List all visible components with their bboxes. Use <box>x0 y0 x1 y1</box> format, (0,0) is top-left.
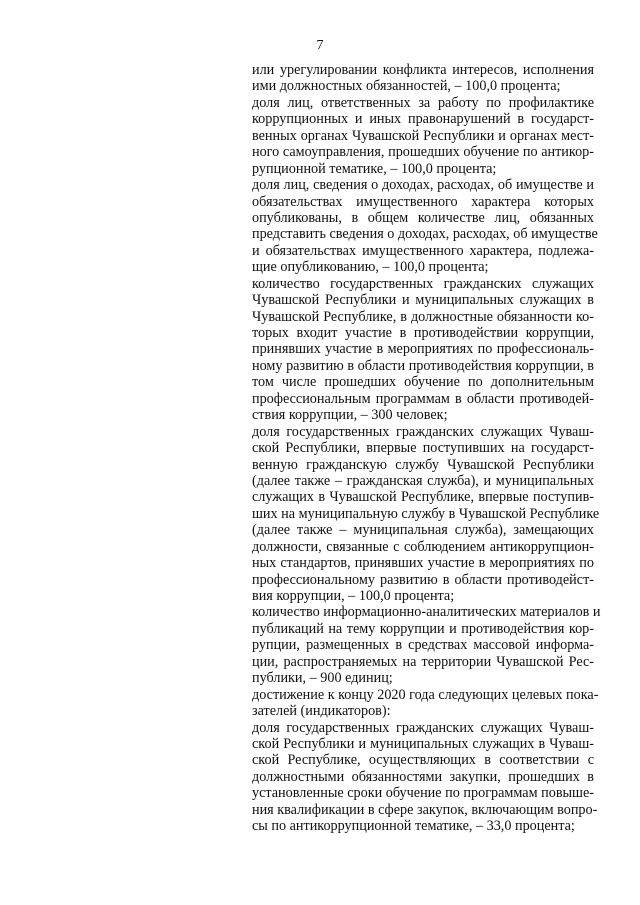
text-line: Чувашской Республики и муниципальных служащих в <box>252 292 594 309</box>
text-line: служащих в Чувашской Республике, впервые поступив- <box>252 489 594 506</box>
text-line: профессиональному развитию в области противодейст- <box>252 571 594 588</box>
text-line: доля лиц, сведения о доходах, расходах, об имуществе и <box>252 177 594 194</box>
paragraph <box>252 276 594 424</box>
text-line: должности, связанные с соблюдением антикоррупцион- <box>252 538 594 555</box>
paragraph <box>252 604 601 687</box>
text-line: Чувашской Республике, в должностные обязанности ко- <box>252 308 594 325</box>
text-line: принявших участие в мероприятиях по профессиональ- <box>252 341 594 358</box>
text-line: (далее также – муниципальная служба), замещающих <box>252 522 594 539</box>
text-line: том числе прошедших обучение по дополнительным <box>252 374 594 391</box>
text-line: рупционной тематике, – 100,0 процента; <box>252 160 497 177</box>
text-line: вия коррупции, – 100,0 процента; <box>252 588 455 604</box>
text-line: и обязательствах имущественного характера, подлежа- <box>252 242 594 259</box>
text-line: торых входит участие в противодействии коррупции, <box>252 325 594 341</box>
text-line: венных органах Чувашской Республики и органах мест- <box>252 127 594 144</box>
text-line: ному развитию в области противодействия коррупции, в <box>252 357 594 374</box>
text-line: ного самоуправления, прошедших обучение по антикор- <box>252 144 594 161</box>
text-line: количество информационно-аналитических материалов и <box>252 604 601 621</box>
text-line: установленные сроки обучение по программам повыше- <box>252 785 594 802</box>
paragraph <box>252 62 594 95</box>
text-line: зателей (индикаторов): <box>252 703 391 720</box>
text-line: рупции, размещенных в средствах массовой информа- <box>252 637 594 654</box>
text-line: ных стандартов, принявших участие в мероприятиях по <box>252 555 594 572</box>
text-line: ции, распространяемых на территории Чувашской Рес- <box>252 653 594 670</box>
paragraph <box>252 95 594 177</box>
text-line: ния квалификации в сфере закупок, включающим вопро- <box>252 801 598 818</box>
text-line: венную гражданскую службу Чувашской Республики <box>252 456 594 473</box>
text-line: обязательствах имущественного характера которых <box>252 193 594 210</box>
text-line: доля государственных гражданских служащих Чуваш- <box>252 423 594 440</box>
text-line: должностными обязанностями закупки, прошедших в <box>252 768 594 785</box>
paragraph <box>252 719 598 835</box>
paragraph <box>252 177 598 276</box>
text-line: публикаций на тему коррупции и противодействия кор- <box>252 620 594 637</box>
text-line: профессиональным программам в области противодей- <box>252 390 594 407</box>
text-line: доля государственных гражданских служащих Чуваш- <box>252 719 594 736</box>
text-line: ших на муниципальную службу в Чувашской Республике <box>252 505 600 522</box>
text-line: ими должностных обязанностей, – 100,0 процента; <box>252 78 561 95</box>
text-line: достижение к концу 2020 года следующих целевых пока- <box>252 686 599 703</box>
text-line: ствия коррупции, – 300 человек; <box>252 407 448 424</box>
text-line: доля лиц, ответственных за работу по профилактике <box>252 94 594 111</box>
text-line: опубликованы, в общем количестве лиц, обязанных <box>252 209 594 226</box>
text-line: (далее также – гражданская служба), и муниципальных <box>252 472 594 489</box>
text-line: ской Республики и муниципальных служащих в Чуваш- <box>252 735 594 752</box>
document-body <box>252 62 601 835</box>
page-number: 7 <box>316 38 324 53</box>
text-line: представить сведения о доходах, расходах, об имуществе <box>252 226 598 243</box>
text-line: количество государственных гражданских служащих <box>252 275 594 292</box>
text-line: ской Республике, осуществляющих в соответствии с <box>252 752 594 769</box>
text-line: щие опубликованию, – 100,0 процента; <box>252 259 489 276</box>
paragraph <box>252 423 600 605</box>
paragraph <box>252 686 599 720</box>
text-line: коррупционных и иных правонарушений в государст- <box>252 111 594 128</box>
text-line: или урегулировании конфликта интересов, исполнения <box>252 62 594 78</box>
text-line: ской Республики, впервые поступивших на государст- <box>252 440 594 457</box>
text-line: публики, – 900 единиц; <box>252 670 393 687</box>
text-line: сы по антикоррупционной тематике, – 33,0 процента; <box>252 818 575 835</box>
